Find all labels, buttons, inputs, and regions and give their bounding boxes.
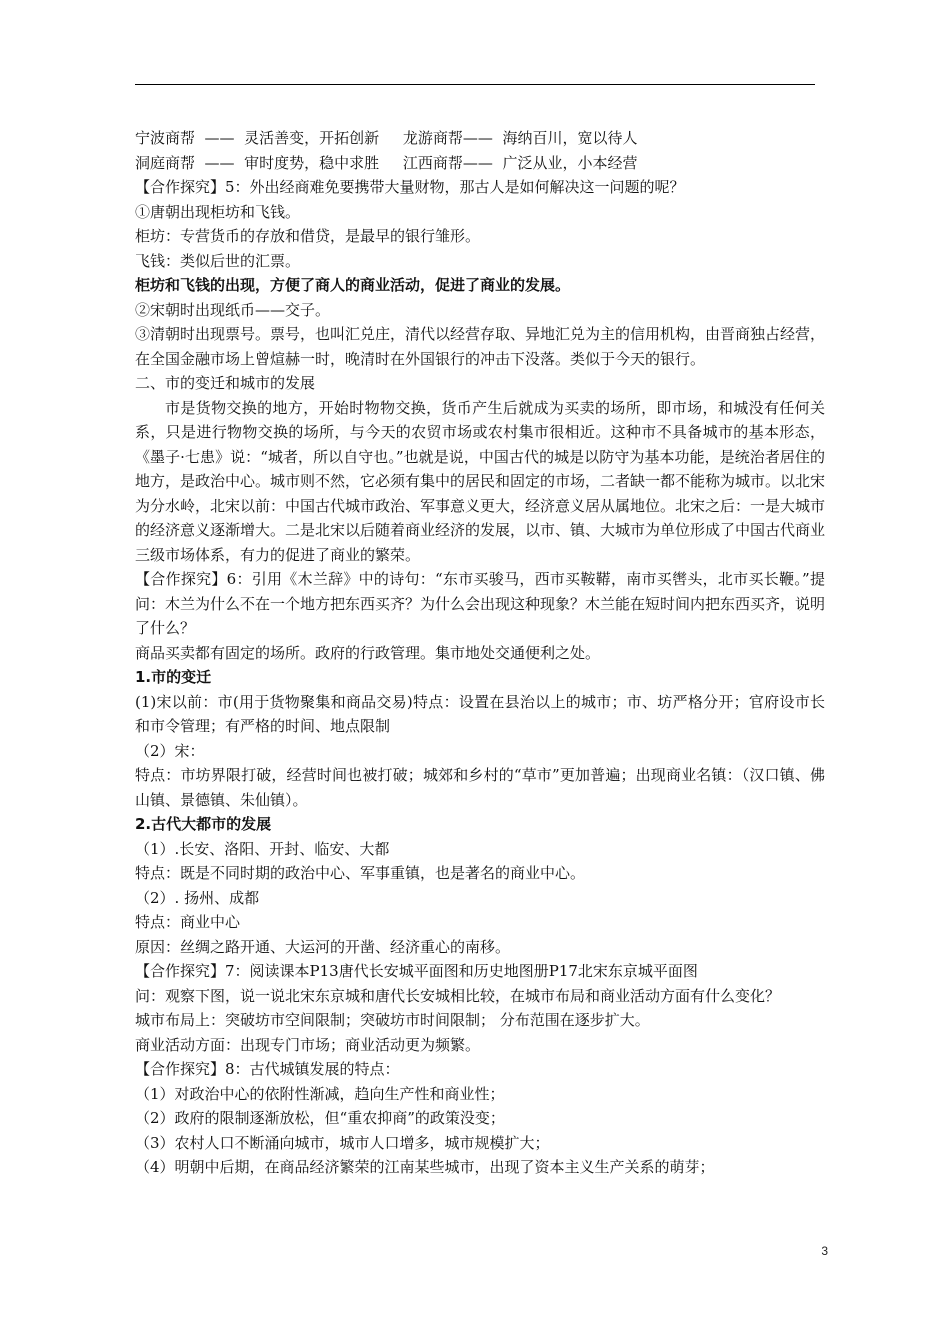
song-jiaozi: ②宋朝时出现纸币——交子。 <box>135 300 331 319</box>
subheading-metropolis: 2.古代大都市的发展 <box>135 815 272 833</box>
subheading-market-change: 1.市的变迁 <box>135 668 212 686</box>
inquiry-7-question: 问：观察下图，说一说北宋东京城和唐代长安城相比较，在城市布局和商业活动方面有什么变化？ <box>135 986 781 1005</box>
feiqian-definition: 飞钱：类似后世的汇票。 <box>135 251 301 270</box>
inquiry-6-question: 【合作探究】6：引用《木兰辞》中的诗句：“东市买骏马，西市买鞍鞯，南市买辔头，北市买长鞭。”提问：木兰为什么不在一个地方把东西买齐？为什么会出现这种现象？木兰能在短时间内把东西买齐，说明了什么？ <box>135 570 826 637</box>
metropolis-reasons: 原因：丝绸之路开通、大运河的开凿、经济重心的南移。 <box>135 937 511 956</box>
metropolis-features-2: 特点：商业中心 <box>135 913 241 931</box>
section-2-heading: 二、市的变迁和城市的发展 <box>135 374 316 392</box>
inquiry-6-answer: 商品买卖都有固定的场所。政府的行政管理。集市地处交通便利之处。 <box>135 643 601 662</box>
metropolis-list-1: （1）.长安、洛阳、开封、临安、大都 <box>135 839 390 858</box>
song-market-features: 特点：市坊界限打破，经营时间也被打破；城郊和乡村的“草市”更加普遍；出现商业名镇：（汉口镇、佛山镇、景德镇、朱仙镇）。 <box>135 766 825 809</box>
town-feature-2: （2）政府的限制逐渐放松，但“重农抑商”的政策没变； <box>135 1109 505 1127</box>
shi-city-paragraph: 市是货物交换的地方，开始时物物交换，货币产生后就成为买卖的场所，即市场，和城没有任何关系，只是进行物物交换的场所，与今天的农贸市场或农村集市很相近。这种市不具备城市的基本形态，《墨子·七患》说：“城者，所以自守也。”也就是说，中国古代的城是以防守为基本功能，是统治者居住的地方，是政治中心。城市则不然，它必须有集中的居民和固定的市场，二者缺一都不能称为城市。以北宋为分水岭，北宋以前：中国古代城市政治、军事意义更大，经济意义居从属地位。北宋之后：一是大城市的经济意义逐渐增大。二是北宋以后随着商业经济的发展，以市、镇、大城市为单位形成了中国古代商业三级市场体系，有力的促进了商业的繁荣。 <box>135 398 826 564</box>
tang-guifang-feiqian: ①唐朝出现柜坊和飞钱。 <box>135 202 301 221</box>
town-feature-3: （3）农村人口不断涌向城市，城市人口增多，城市规模扩大； <box>135 1133 550 1152</box>
song-label: （2）宋： <box>135 741 205 760</box>
metropolis-features-1: 特点：既是不同时期的政治中心、军事重镇，也是著名的商业中心。 <box>135 864 586 882</box>
page-number: 3 <box>821 1244 828 1258</box>
city-layout-answer: 城市布局上：突破坊市空间限制；突破坊市时间限制； 分布范围在逐步扩大。 <box>135 1011 650 1029</box>
metropolis-list-2: （2）. 扬州、成都 <box>135 888 260 907</box>
commerce-answer: 商业活动方面：出现专门市场；商业活动更为频繁。 <box>135 1035 481 1054</box>
merchant-groups-line-1: 宁波商帮 —— 灵活善变，开拓创新 龙游商帮—— 海纳百川，宽以待人 <box>135 129 638 147</box>
guifang-feiqian-significance: 柜坊和飞钱的出现，方便了商人的商业活动，促进了商业的发展。 <box>135 276 571 294</box>
town-feature-4: （4）明朝中后期，在商品经济繁荣的江南某些城市，出现了资本主义生产关系的萌芽； <box>135 1158 715 1176</box>
document-body <box>135 126 825 1180</box>
inquiry-8-heading: 【合作探究】8：古代城镇发展的特点： <box>135 1060 400 1078</box>
merchant-groups-line-2: 洞庭商帮 —— 审时度势，稳中求胜 江西商帮—— 广泛从业，小本经营 <box>135 153 638 172</box>
header-rule <box>135 84 815 85</box>
inquiry-7-prompt: 【合作探究】7：阅读课本P13唐代长安城平面图和历史地图册P17北宋东京城平面图 <box>135 962 698 980</box>
qing-piaohao-paragraph: ③清朝时出现票号。票号，也叫汇兑庄，清代以经营存取、异地汇兑为主的信用机构，由晋商独占经营，在全国金融市场上曾煊赫一时，晚清时在外国银行的冲击下没落。类似于今天的银行。 <box>135 325 826 368</box>
pre-song-market: (1)宋以前：市(用于货物聚集和商品交易)特点：设置在县治以上的城市；市、坊严格分开；官府设市长和市令管理；有严格的时间、地点限制 <box>135 692 825 735</box>
town-feature-1: （1）对政治中心的依附性渐减，趋向生产性和商业性； <box>135 1084 505 1103</box>
guifang-definition: 柜坊：专营货币的存放和借贷，是最早的银行雏形。 <box>135 227 481 245</box>
inquiry-5-question: 【合作探究】5：外出经商难免要携带大量财物，那古人是如何解决这一问题的呢？ <box>135 178 685 196</box>
